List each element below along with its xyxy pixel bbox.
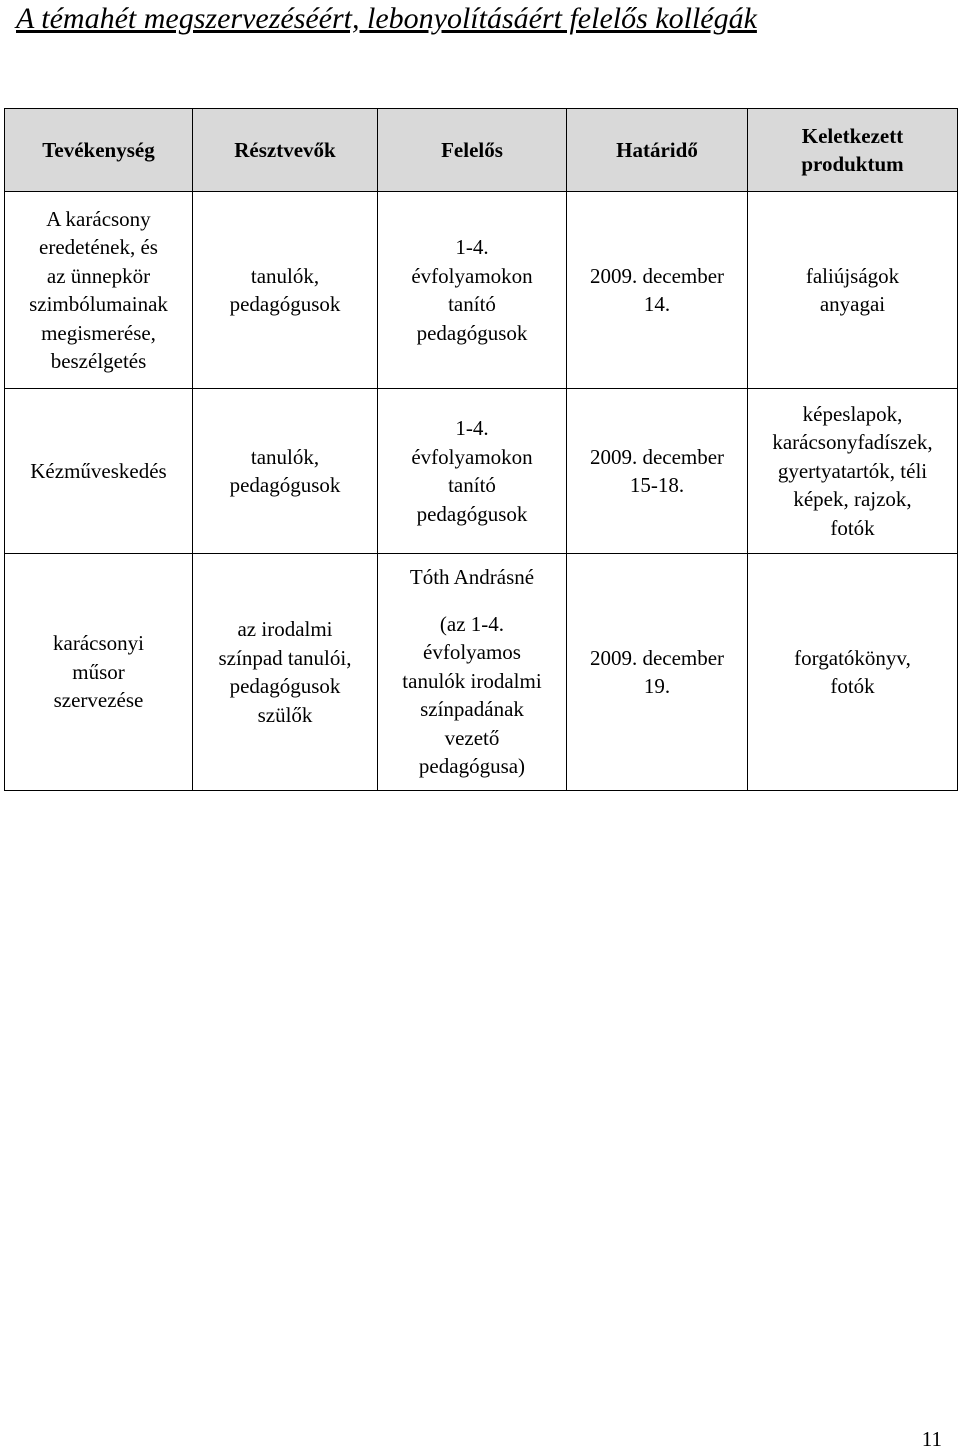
cell-line: pedagógusok [229, 674, 341, 698]
cell-line: évfolyamokon [411, 444, 533, 469]
header-activity: Tevékenység [5, 109, 193, 192]
responsible-person: Tóth Andrásné [409, 565, 535, 590]
activity-cell [5, 389, 193, 554]
cell-line: 1-4. [455, 416, 489, 440]
cell-line: pedagógusa) [418, 754, 526, 779]
activity-cell [5, 554, 193, 791]
cell-line: beszélgetés [50, 349, 147, 373]
page-number: 11 [921, 1427, 942, 1451]
cell-line: szervezése [53, 688, 144, 713]
responsible-cell [378, 389, 567, 554]
cell-line: faliújságok [805, 263, 900, 288]
cell-line: tanító [448, 292, 496, 316]
cell-line: tanulók irodalmi [402, 668, 542, 693]
cell-line: 2009. december [589, 263, 725, 288]
cell-line: szimbólumainak [29, 292, 168, 316]
cell-line: pedagógusok [229, 473, 341, 497]
cell-line: színpad tanulói, [218, 645, 352, 670]
header-deadline: Határidő [567, 109, 748, 192]
cell-line: eredetének, és [39, 235, 158, 259]
participants-cell [193, 192, 378, 389]
product-cell [748, 192, 958, 389]
cell-line: 1-4. [455, 235, 489, 259]
cell-line: évfolyamokon [411, 263, 533, 288]
cell-line: műsor [72, 659, 125, 684]
participants-cell [193, 389, 378, 554]
deadline-cell [567, 554, 748, 791]
cell-line: 2009. december [589, 444, 725, 469]
table-row [5, 389, 958, 554]
activity-cell [5, 192, 193, 389]
header-participants: Résztvevők [193, 109, 378, 192]
cell-line: (az 1-4. [439, 611, 505, 636]
cell-line: karácsonyi [53, 631, 144, 656]
cell-line: képek, rajzok, [793, 487, 912, 512]
responsible-cell [378, 554, 567, 791]
cell-line: tanító [448, 473, 496, 497]
header-responsible: Felelős [378, 109, 567, 192]
cell-line: megismerése, [41, 320, 156, 345]
cell-line: 14. [643, 292, 671, 316]
cell-line: 2009. december [589, 645, 725, 670]
cell-line: pedagógusok [416, 501, 528, 526]
cell-line: tanulók, [250, 263, 320, 288]
participants-cell [193, 554, 378, 791]
cell-line: 19. [643, 674, 671, 698]
cell-line: színpadának [420, 697, 524, 722]
cell-line: A karácsony [46, 206, 151, 231]
cell-line: képeslapok, [802, 401, 903, 426]
cell-line: az irodalmi [237, 617, 333, 641]
page-title: A témahét megszervezéséért, lebonyolításáért felelős kollégák [16, 2, 757, 35]
cell-line: évfolyamos [423, 640, 521, 665]
table-header-row [5, 109, 958, 192]
cell-line: tanulók, [250, 444, 320, 469]
header-product: Keletkezett produktum [748, 109, 958, 192]
cell-line: fotók [830, 674, 875, 698]
table-row [5, 192, 958, 389]
cell-line: karácsonyfadíszek, [772, 430, 933, 455]
cell-line: forgatókönyv, [794, 645, 911, 670]
cell-line: 15-18. [629, 473, 685, 497]
table-row [5, 554, 958, 791]
cell-line: pedagógusok [416, 320, 528, 345]
cell-line: szülők [257, 702, 313, 727]
product-cell [748, 554, 958, 791]
responsibility-table [4, 108, 958, 791]
responsible-cell [378, 192, 567, 389]
cell-line: Kézműveskedés [30, 458, 167, 483]
cell-line: az ünnepkör [46, 263, 151, 288]
cell-line: fotók [830, 515, 875, 540]
cell-line: vezető [444, 725, 500, 750]
cell-line: gyertyatartók, téli [777, 458, 928, 483]
product-cell [748, 389, 958, 554]
cell-line: pedagógusok [229, 292, 341, 316]
deadline-cell [567, 192, 748, 389]
deadline-cell [567, 389, 748, 554]
cell-line: anyagai [819, 292, 886, 316]
